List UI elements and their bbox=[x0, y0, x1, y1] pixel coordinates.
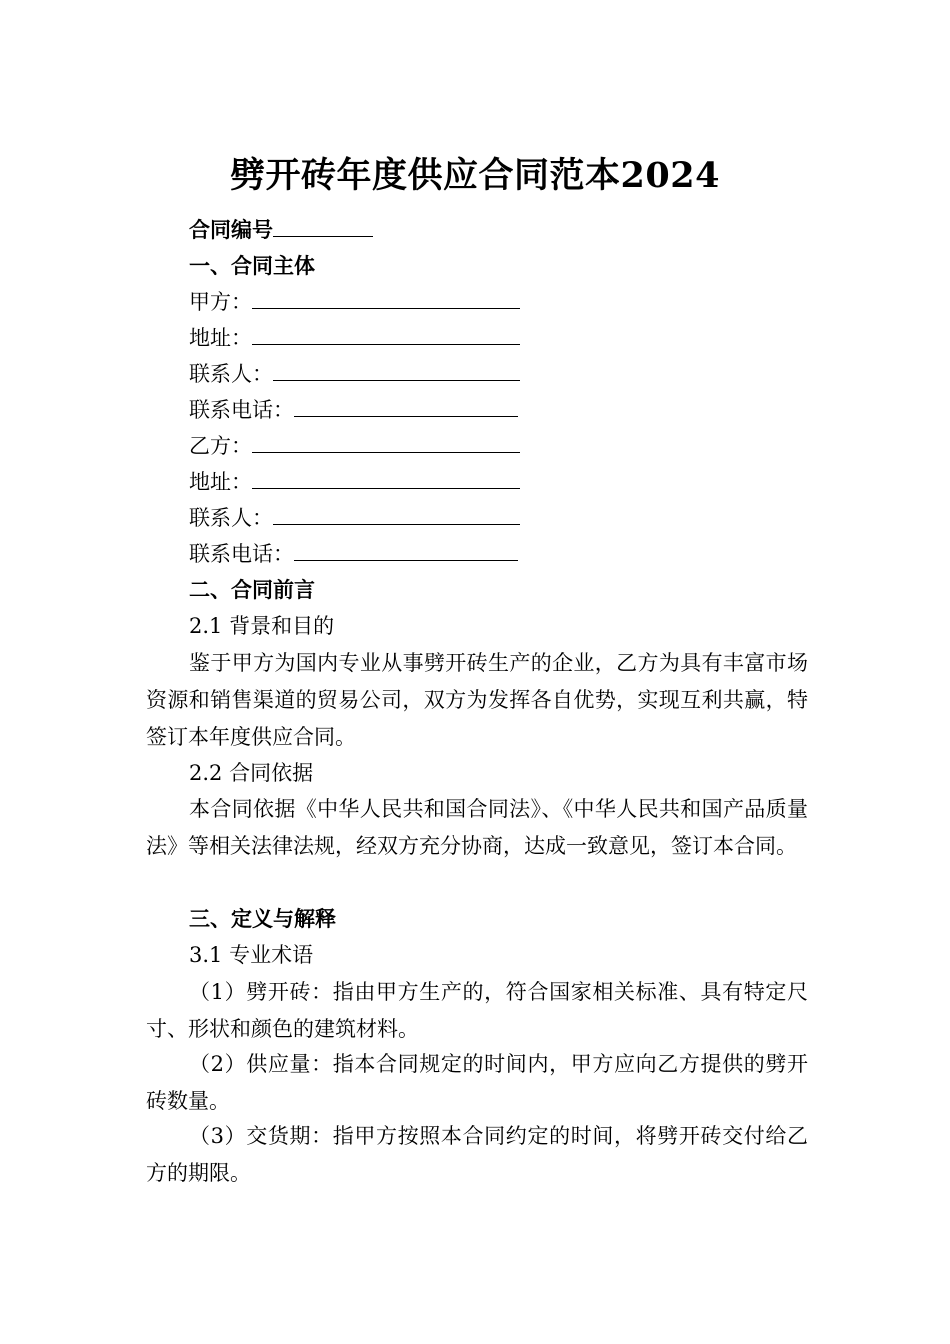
section2-1-heading: 2.1 背景和目的 bbox=[189, 614, 335, 638]
party-b-contact-blank bbox=[273, 502, 520, 525]
party-a-contact-label: 联系人： bbox=[189, 362, 273, 386]
party-a-phone-label: 联系电话： bbox=[189, 398, 294, 422]
contract-number-label: 合同编号 bbox=[189, 217, 273, 242]
party-b-phone-blank bbox=[294, 538, 518, 561]
party-b-phone-row bbox=[189, 536, 849, 572]
definition-1: （1）劈开砖：指由甲方生产的，符合国家相关标准、具有特定尺寸、形状和颜色的建筑材料。 bbox=[146, 980, 808, 1041]
contract-number-row bbox=[189, 212, 849, 248]
party-b-phone-label: 联系电话： bbox=[189, 542, 294, 566]
party-a-address-row bbox=[189, 320, 849, 356]
party-b-contact-row bbox=[189, 500, 849, 536]
party-a-phone-blank bbox=[294, 394, 518, 417]
party-a-contact-row bbox=[189, 356, 849, 392]
party-a-address-label: 地址： bbox=[189, 326, 252, 350]
party-b-blank bbox=[252, 430, 520, 453]
section2-2-heading: 2.2 合同依据 bbox=[189, 761, 314, 785]
party-b-row bbox=[189, 428, 849, 464]
party-a-contact-blank bbox=[273, 358, 520, 381]
party-a-phone-row bbox=[189, 392, 849, 428]
party-b-address-label: 地址： bbox=[189, 470, 252, 494]
party-a-row bbox=[189, 284, 849, 320]
section2-1-paragraph: 鉴于甲方为国内专业从事劈开砖生产的企业，乙方为具有丰富市场资源和销售渠道的贸易公司，双方为发挥各自优势，实现互利共赢，特签订本年度供应合同。 bbox=[146, 651, 808, 749]
section2-2-paragraph: 本合同依据《中华人民共和国合同法》、《中华人民共和国产品质量法》等相关法律法规，经双方充分协商，达成一致意见，签订本合同。 bbox=[146, 797, 808, 858]
party-a-label: 甲方： bbox=[189, 290, 252, 314]
definition-2: （2）供应量：指本合同规定的时间内，甲方应向乙方提供的劈开砖数量。 bbox=[146, 1052, 808, 1113]
section3-1-heading: 3.1 专业术语 bbox=[189, 943, 314, 967]
contract-number-blank bbox=[273, 214, 373, 237]
party-b-label: 乙方： bbox=[189, 434, 252, 458]
section1-heading: 一、合同主体 bbox=[189, 253, 315, 278]
party-a-blank bbox=[252, 286, 520, 309]
party-a-address-blank bbox=[252, 322, 520, 345]
definition-3: （3）交货期：指甲方按照本合同约定的时间，将劈开砖交付给乙方的期限。 bbox=[146, 1124, 808, 1185]
party-b-address-row bbox=[189, 464, 849, 500]
section2-heading: 二、合同前言 bbox=[189, 577, 315, 602]
section3-heading: 三、定义与解释 bbox=[189, 906, 336, 931]
party-b-contact-label: 联系人： bbox=[189, 506, 273, 530]
party-b-address-blank bbox=[252, 466, 520, 489]
document-title: 劈开砖年度供应合同范本2024 bbox=[230, 155, 720, 196]
